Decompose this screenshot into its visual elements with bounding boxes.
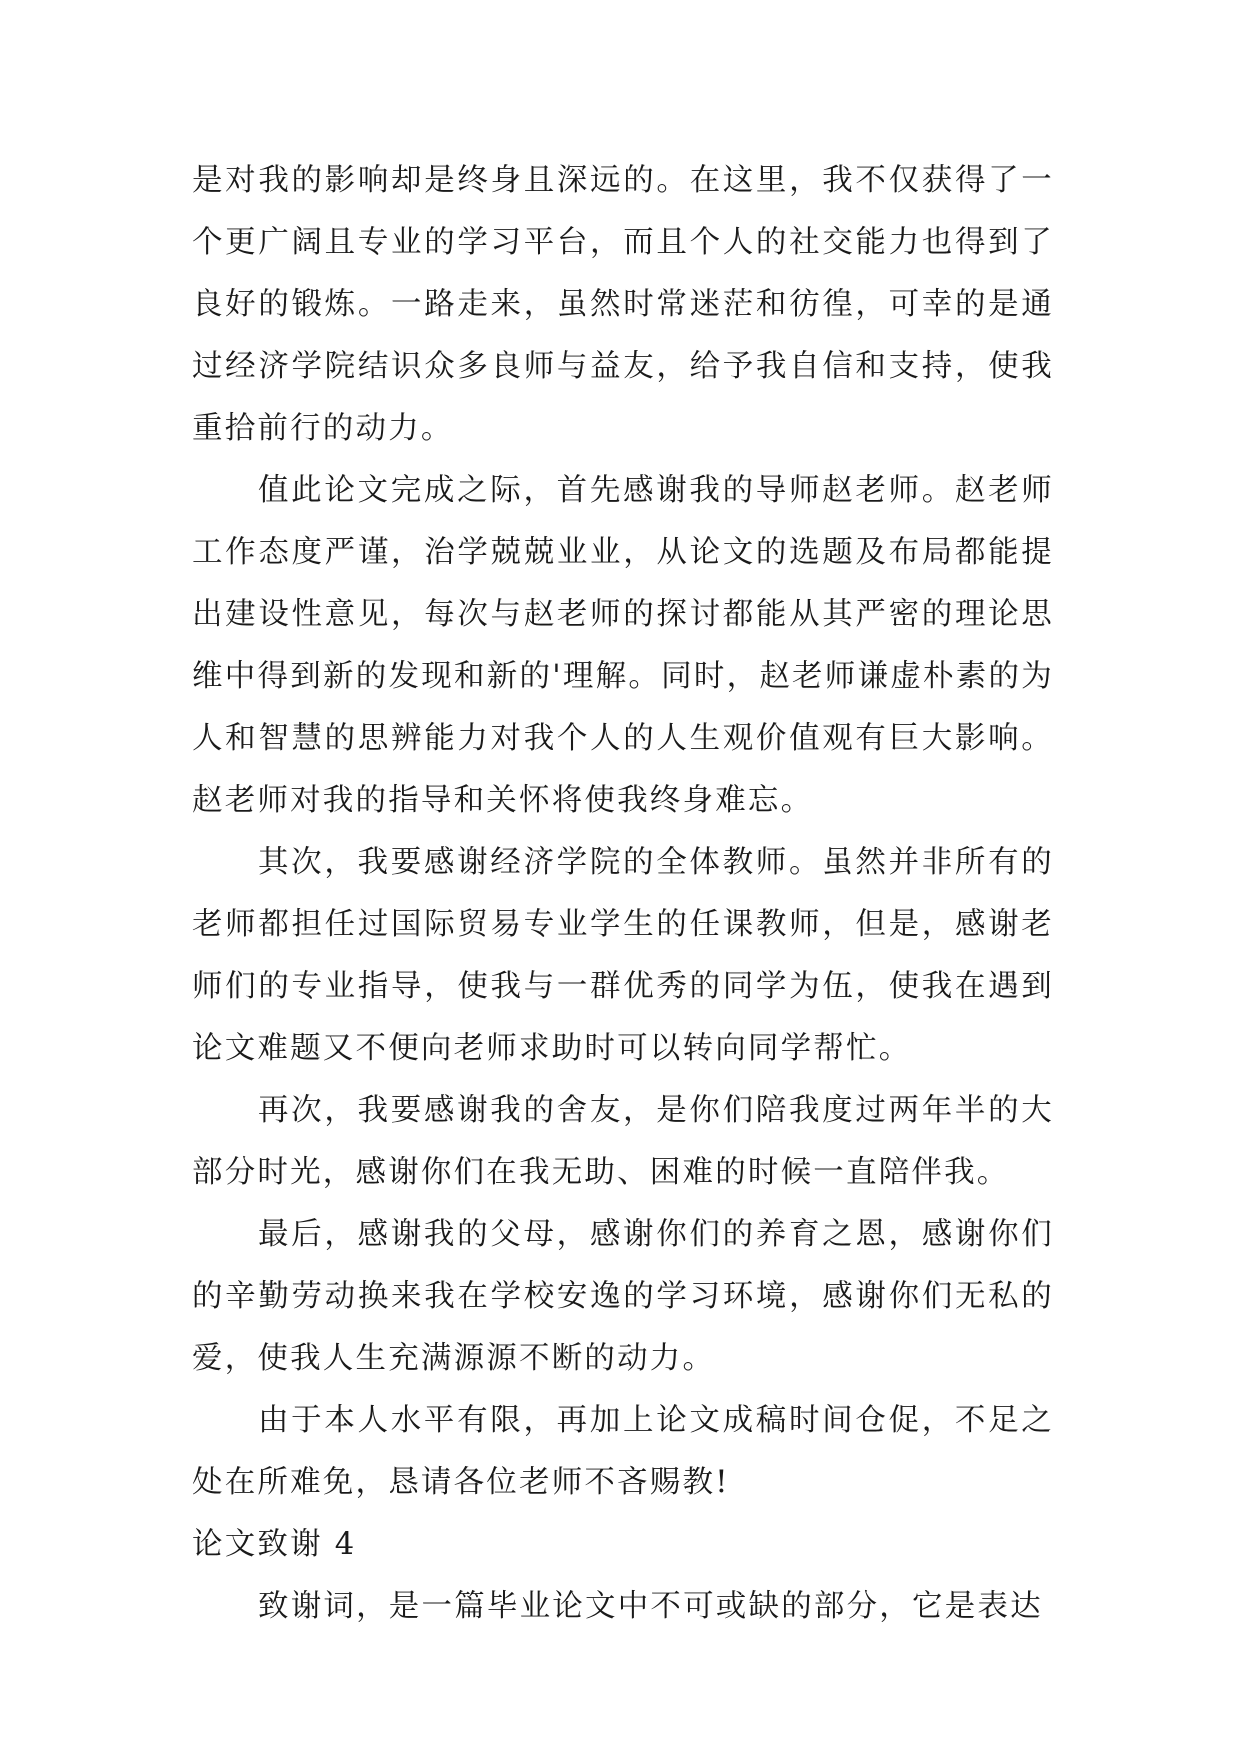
paragraph-4: 再次，我要感谢我的舍友，是你们陪我度过两年半的大部分时光，感谢你们在我无助、困难的时候一直陪伴我。 [192, 1093, 1054, 1190]
paragraph-2: 值此论文完成之际，首先感谢我的导师赵老师。赵老师工作态度严谨，治学兢兢业业，从论文的选题及布局都能提出建设性意见，每次与赵老师的探讨都能从其严密的理论思维中得到新的发现和新的'理解。同时，赵老师谦虚朴素的为人和智慧的思辨能力对我个人的人生观价值观有巨大影响。赵老师对我的指导和关怀将使我终身难忘。 [192, 473, 1054, 818]
document-body [192, 150, 1054, 1638]
paragraph-1: 是对我的影响却是终身且深远的。在这里，我不仅获得了一个更广阔且专业的学习平台，而且个人的社交能力也得到了良好的锻炼。一路走来，虽然时常迷茫和彷徨，可幸的是通过经济学院结识众多良师与益友，给予我自信和支持，使我重拾前行的动力。 [192, 163, 1054, 446]
paragraph-7: 致谢词，是一篇毕业论文中不可或缺的部分，它是表达 [258, 1589, 1043, 1624]
paragraph-3: 其次，我要感谢经济学院的全体教师。虽然并非所有的老师都担任过国际贸易专业学生的任课教师，但是，感谢老师们的专业指导，使我与一群优秀的同学为伍，使我在遇到论文难题又不便向老师求助时可以转向同学帮忙。 [192, 845, 1054, 1066]
paragraph-6: 由于本人水平有限，再加上论文成稿时间仓促，不足之处在所难免，恳请各位老师不吝赐教! [192, 1403, 1054, 1500]
section-heading: 论文致谢 4 [192, 1527, 357, 1562]
paragraph-5: 最后，感谢我的父母，感谢你们的养育之恩，感谢你们的辛勤劳动换来我在学校安逸的学习环境，感谢你们无私的爱，使我人生充满源源不断的动力。 [192, 1217, 1054, 1376]
